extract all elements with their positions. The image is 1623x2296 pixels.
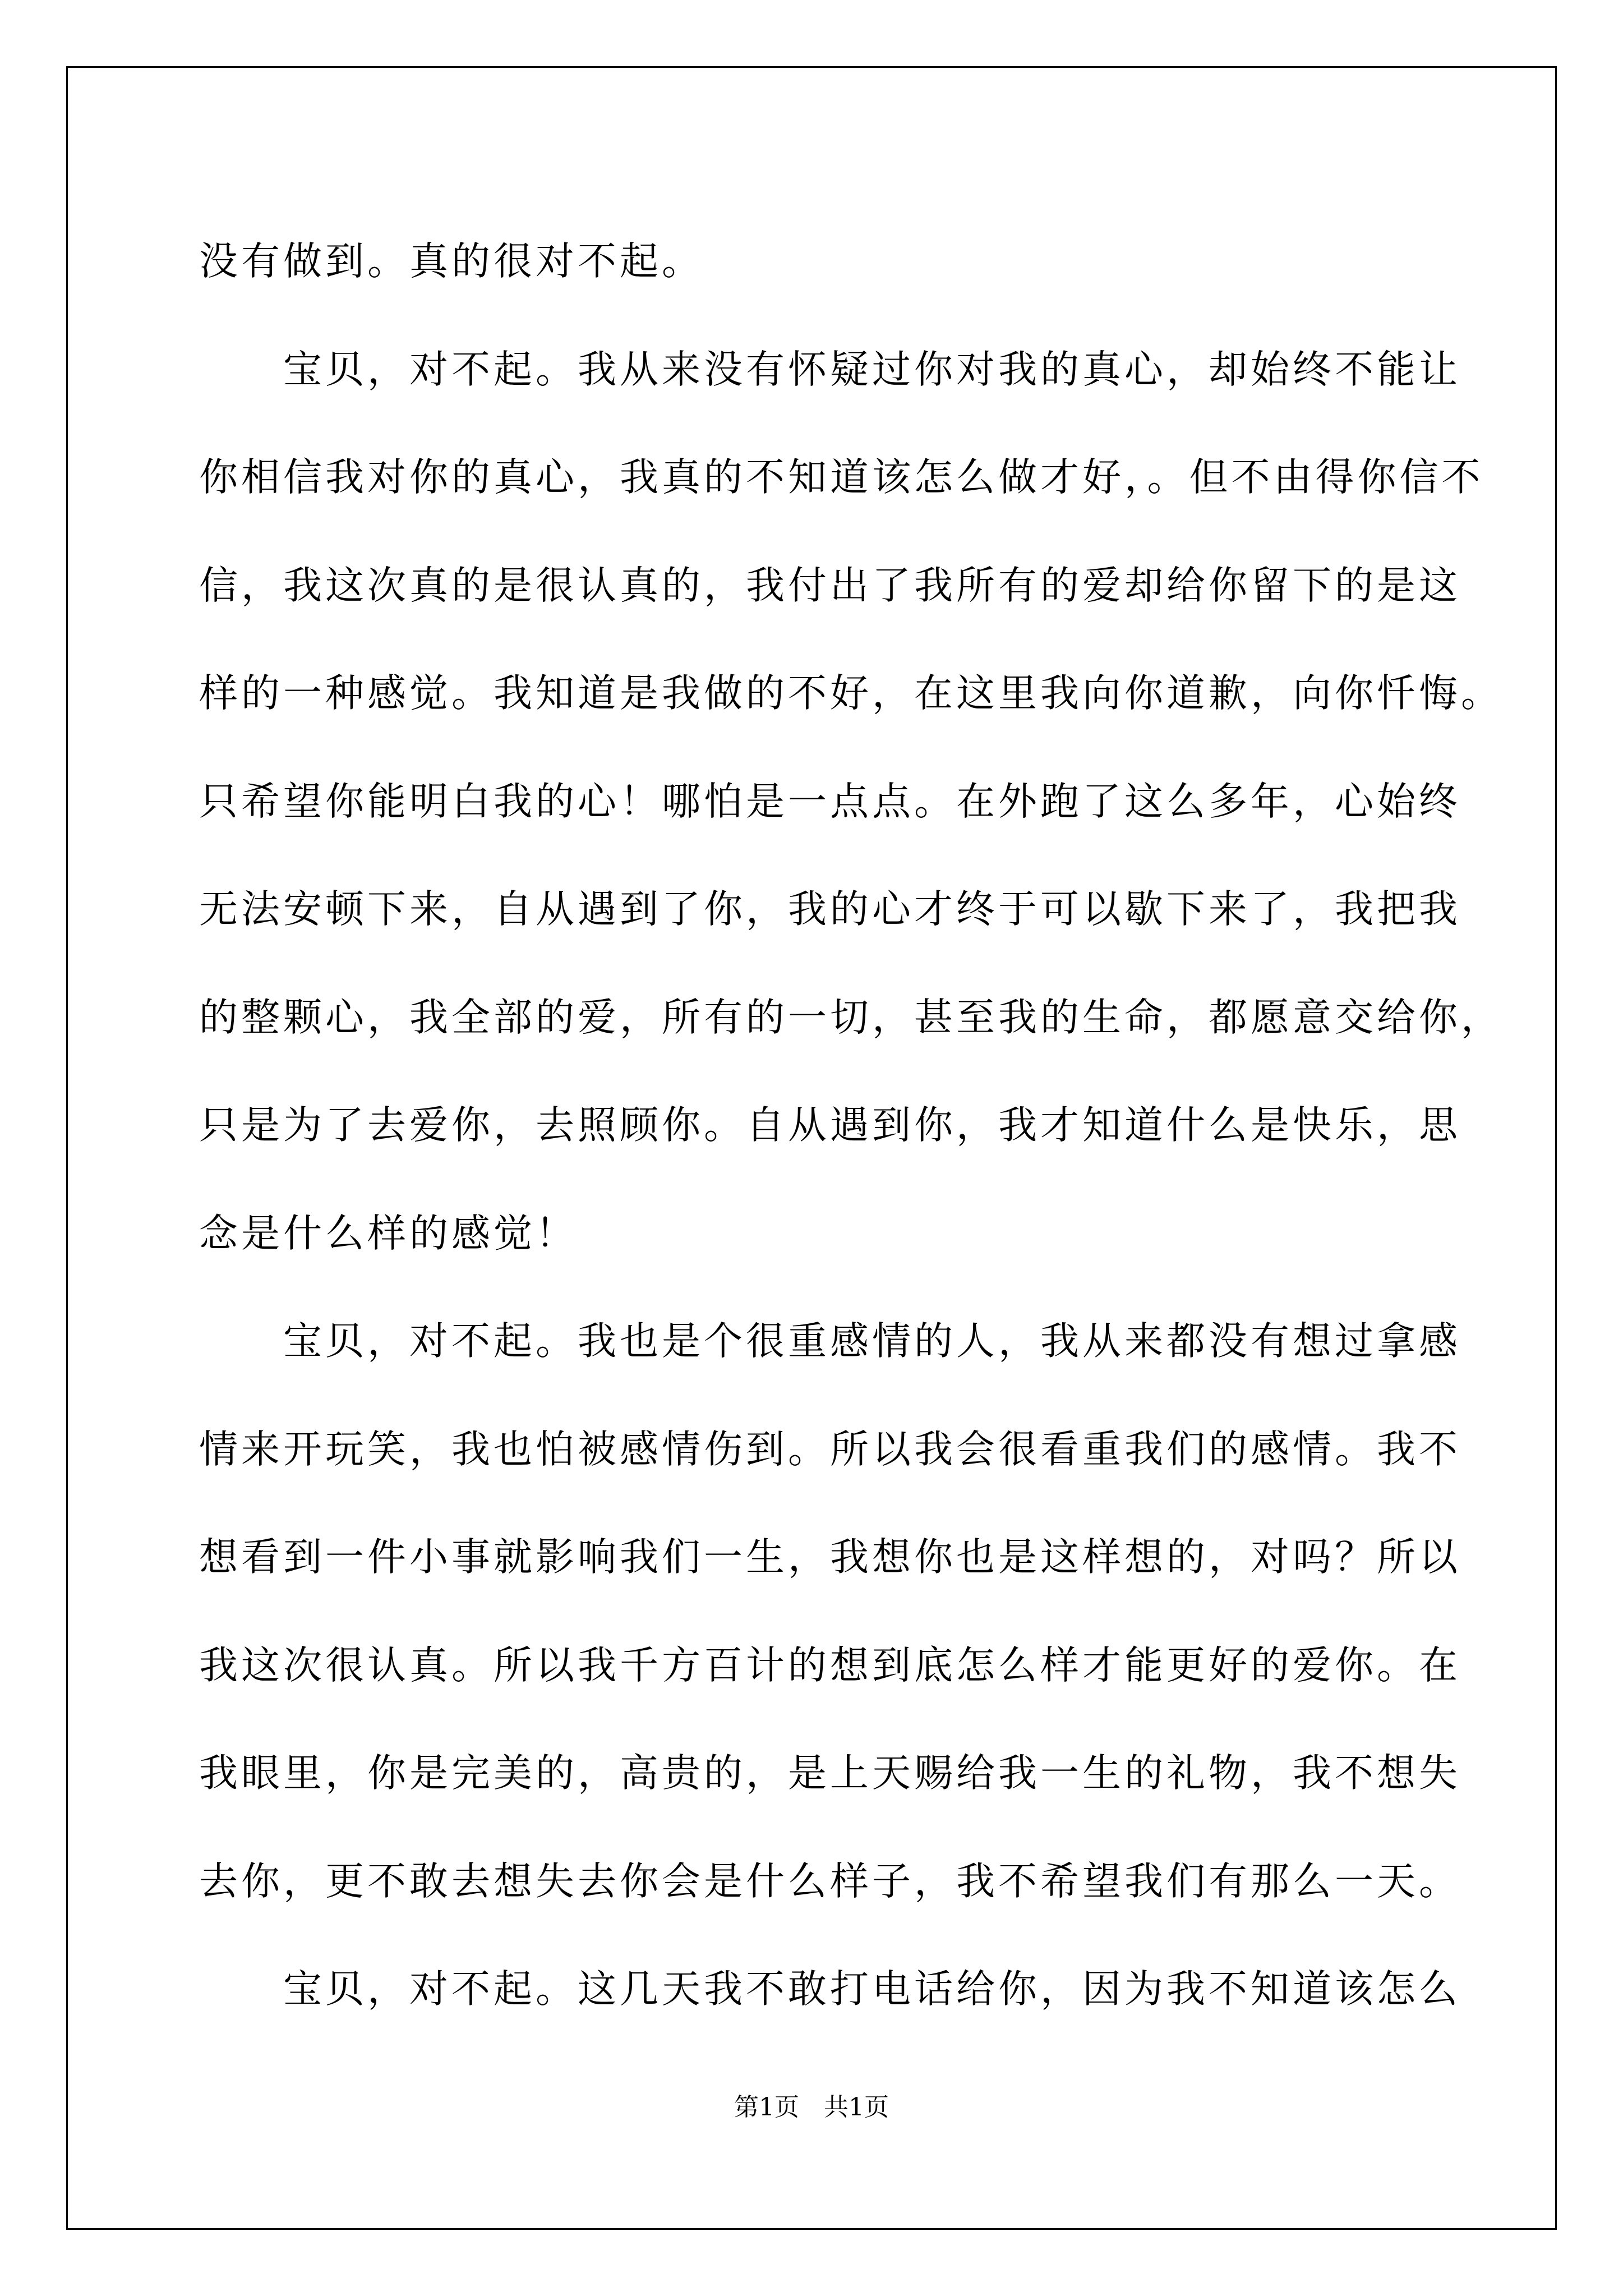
text-line: 样的一种感觉。我知道是我做的不好，在这里我向你道歉，向你忏悔。 <box>199 671 1503 716</box>
text-line: 我这次很认真。所以我千方百计的想到底怎么样才能更好的爱你。在 <box>199 1642 1461 1688</box>
paragraph-first-line: 宝贝，对不起。这几天我不敢打电话给你，因为我不知道该怎么 <box>283 1967 1461 2012</box>
text-line: 念是什么样的感觉！ <box>199 1211 578 1256</box>
text-line: 我眼里，你是完美的，高贵的，是上天赐给我一生的礼物，我不想失 <box>199 1751 1461 1796</box>
text-line: 只希望你能明白我的心！哪怕是一点点。在外跑了这么多年，心始终 <box>199 779 1461 824</box>
text-line: 情来开玩笑，我也怕被感情伤到。所以我会很看重我们的感情。我不 <box>199 1427 1461 1472</box>
text-line: 去你，更不敢去想失去你会是什么样子，我不希望我们有那么一天。 <box>199 1858 1461 1904</box>
text-line: 信，我这次真的是很认真的，我付出了我所有的爱却给你留下的是这 <box>199 563 1461 608</box>
text-line: 无法安顿下来，自从遇到了你，我的心才终于可以歇下来了，我把我 <box>199 887 1461 932</box>
text-line: 没有做到。真的很对不起。 <box>199 239 704 284</box>
text-line: 只是为了去爱你，去照顾你。自从遇到你，我才知道什么是快乐，思 <box>199 1103 1461 1148</box>
text-line: 你相信我对你的真心，我真的不知道该怎么做才好，。但不由得你信不 <box>199 455 1484 500</box>
text-line: 的整颗心，我全部的爱，所有的一切，甚至我的生命，都愿意交给你， <box>199 995 1503 1040</box>
page-footer <box>0 2091 1623 2124</box>
paragraph-first-line: 宝贝，对不起。我也是个很重感情的人，我从来都没有想过拿感 <box>283 1319 1461 1364</box>
document-body <box>199 208 1503 2044</box>
page-number: 第1页 共1页 <box>734 2093 889 2122</box>
paragraph-first-line: 宝贝，对不起。我从来没有怀疑过你对我的真心，却始终不能让 <box>283 347 1461 392</box>
text-line: 想看到一件小事就影响我们一生，我想你也是这样想的，对吗？所以 <box>199 1535 1461 1580</box>
